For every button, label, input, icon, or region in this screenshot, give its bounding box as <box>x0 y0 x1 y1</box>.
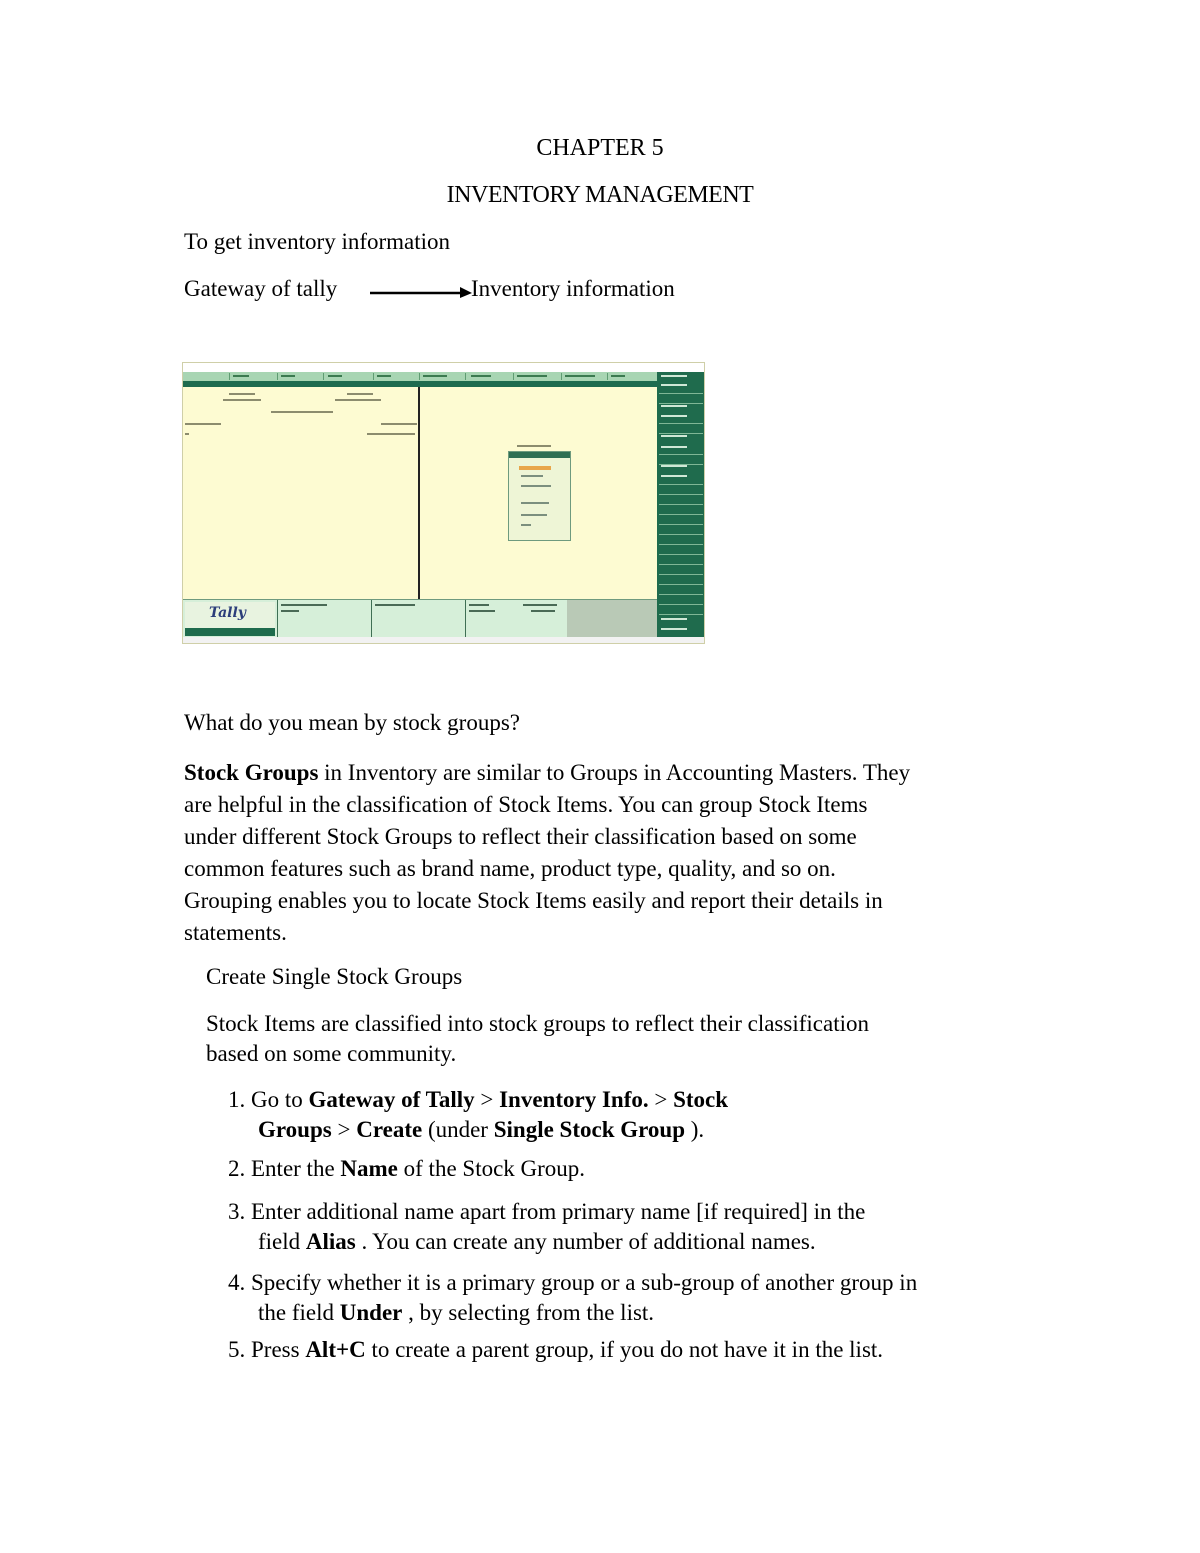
step-5: 5. Press Alt+C to create a parent group, if you do not have it in the list. <box>228 1337 884 1362</box>
definition-line: statements. <box>184 920 287 945</box>
step-4: 4. Specify whether it is a primary group or a sub-group of another group in the field Under , by selecting from the list. <box>228 1270 918 1325</box>
tally-screenshot <box>182 362 705 644</box>
definition-line: under different Stock Groups to reflect their classification based on some <box>184 824 857 849</box>
gateway-menu-box <box>508 451 571 541</box>
definition-paragraph <box>184 757 910 949</box>
arrow-right-icon <box>368 284 472 300</box>
step-3: 3. Enter additional name apart from primary name [if required] in the field Alias . You can create any number of additional names. <box>228 1199 866 1254</box>
definition-line: are helpful in the classification of Stock Items. You can group Stock Items <box>184 792 868 817</box>
definition-line: Stock Groups in Inventory are similar to Groups in Accounting Masters. They <box>184 760 911 785</box>
chapter-title: INVENTORY MANAGEMENT <box>446 182 754 208</box>
tally-logo: Tally <box>185 602 275 636</box>
definition-line: common features such as brand name, product type, quality, and so on. <box>184 856 836 881</box>
definition-line: Grouping enables you to locate Stock Items easily and report their details in <box>184 888 883 913</box>
intro-text: To get inventory information <box>184 229 451 254</box>
section-paragraph: Stock Items are classified into stock groups to reflect their classification based on some community. <box>206 1011 869 1066</box>
nav-from: Gateway of tally <box>184 276 338 301</box>
term-stock-groups: Stock Groups <box>184 760 319 785</box>
section-heading: Create Single Stock Groups <box>206 964 463 989</box>
question-text: What do you mean by stock groups? <box>184 710 520 735</box>
nav-to: Inventory information <box>471 276 675 301</box>
step-1: 1. Go to Gateway of Tally > Inventory Info. > Stock Groups > Create (under Single Stock Group ). <box>228 1087 729 1142</box>
step-2: 2. Enter the Name of the Stock Group. <box>228 1156 586 1181</box>
chapter-heading: CHAPTER 5 <box>536 135 664 161</box>
